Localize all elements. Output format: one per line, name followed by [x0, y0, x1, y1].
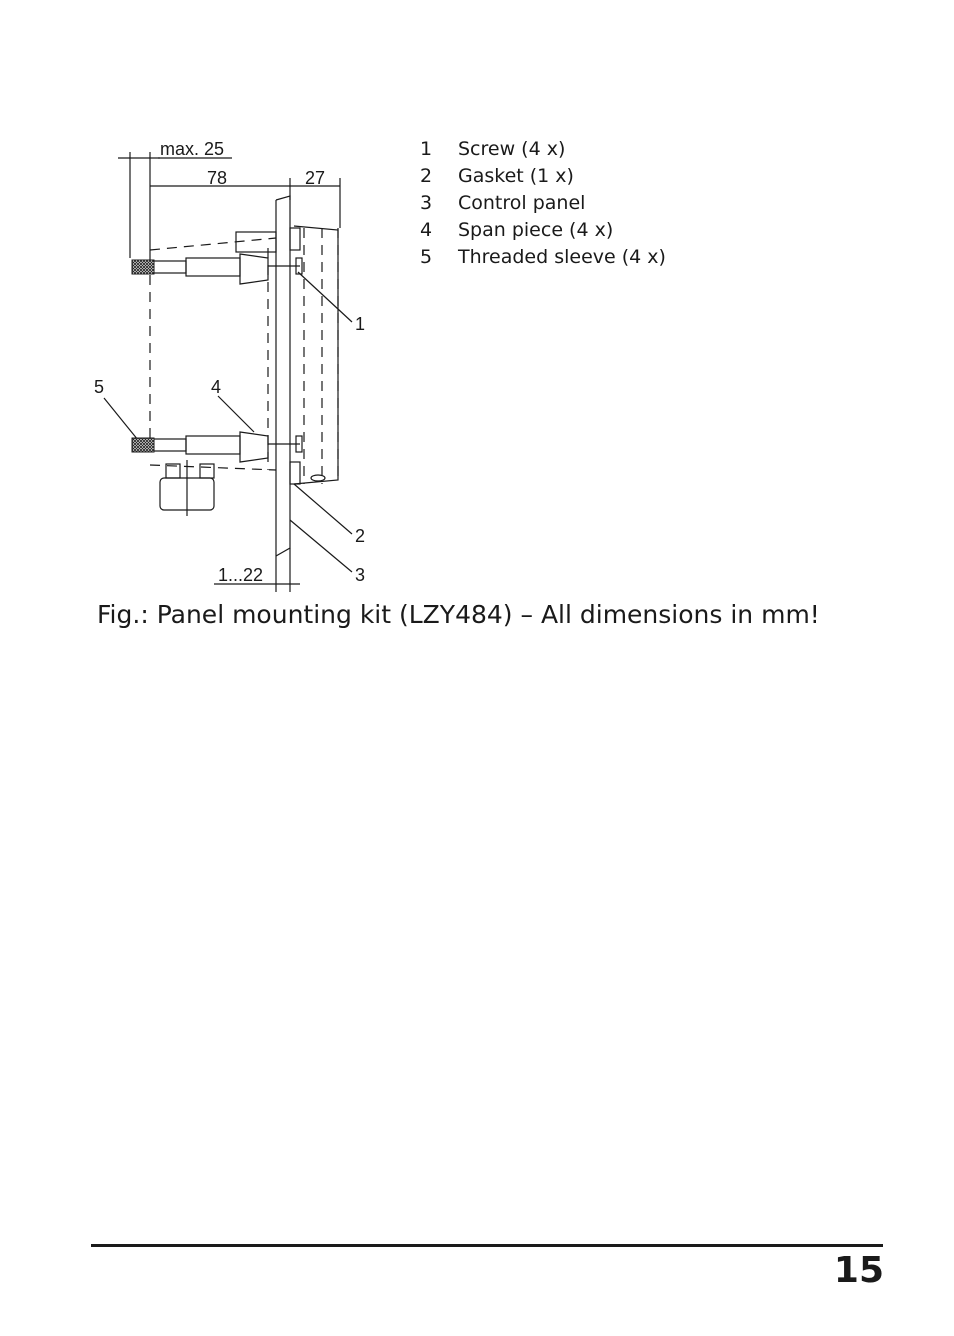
legend-item: 4 Span piece (4 x) [420, 219, 614, 241]
legend-item: 2 Gasket (1 x) [420, 165, 574, 187]
callout-3: 3 [355, 565, 366, 585]
callout-5: 5 [94, 377, 105, 397]
figure-caption: Fig.: Panel mounting kit (LZY484) – All dimensions in mm! [97, 600, 820, 629]
panel-mounting-drawing [80, 130, 390, 600]
legend-item: 3 Control panel [420, 192, 586, 214]
dim-max-25: max. 25 [160, 139, 225, 159]
dim-1-22: 1...22 [218, 565, 264, 585]
dim-78: 78 [207, 168, 228, 188]
dim-27: 27 [305, 168, 326, 188]
legend-item: 1 Screw (4 x) [420, 138, 566, 160]
page-number: 15 [833, 1250, 884, 1291]
callout-2: 2 [355, 526, 366, 546]
footer-rule [91, 1244, 883, 1247]
legend-item: 5 Threaded sleeve (4 x) [420, 246, 666, 268]
callout-4: 4 [211, 377, 222, 397]
callout-1: 1 [355, 314, 366, 334]
parts-legend [420, 136, 666, 271]
